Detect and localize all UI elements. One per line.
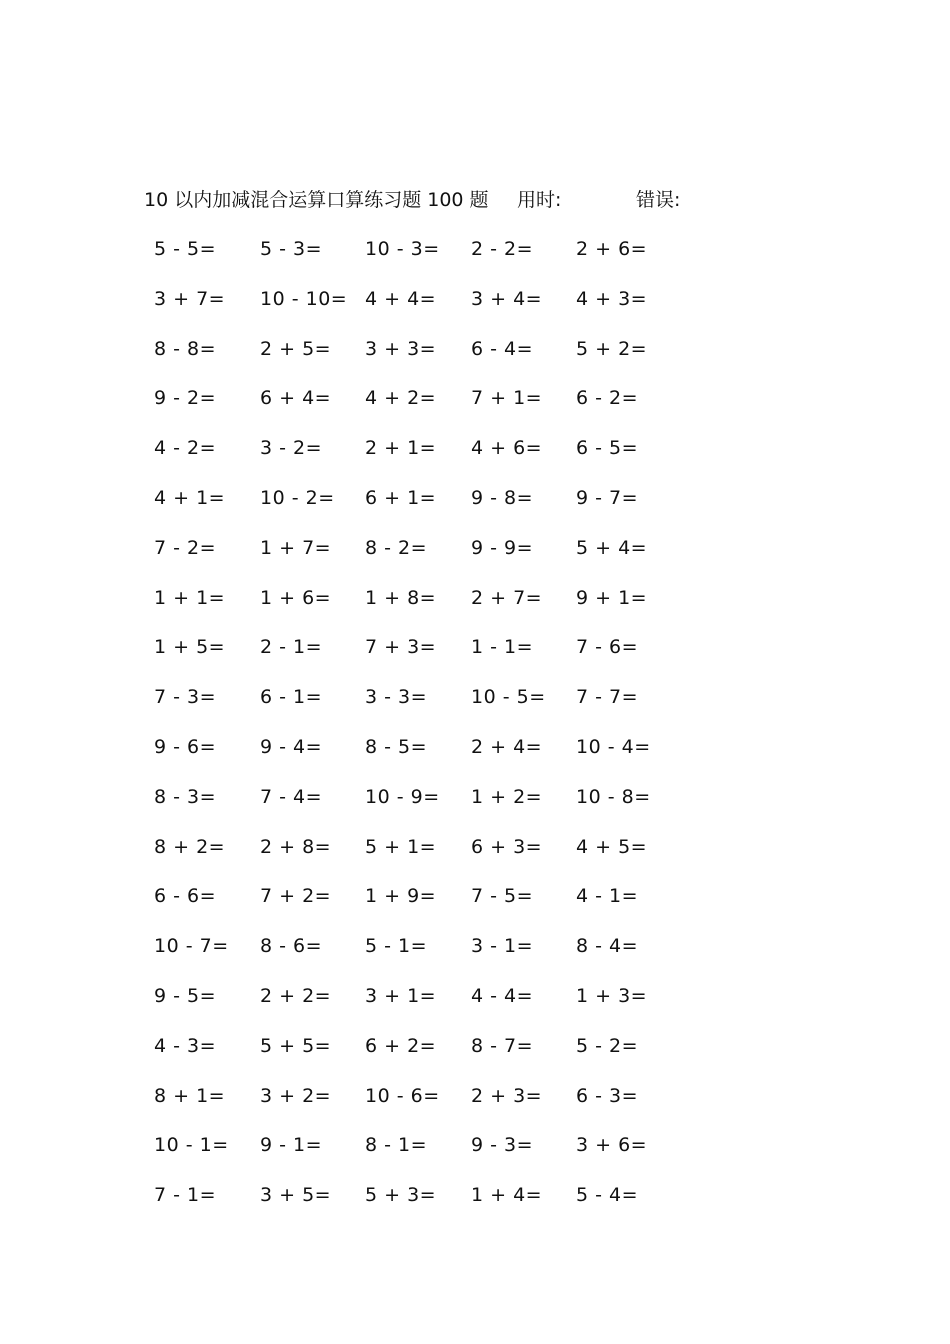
arithmetic-problem: 9 - 4= [260, 735, 323, 758]
arithmetic-problem: 10 - 10= [260, 287, 348, 310]
problem-row [144, 1031, 704, 1081]
arithmetic-problem: 3 - 1= [471, 935, 534, 958]
arithmetic-problem: 7 - 7= [576, 686, 639, 709]
arithmetic-problem: 10 - 8= [576, 785, 651, 808]
arithmetic-problem: 7 + 3= [365, 636, 437, 659]
arithmetic-problem: 9 - 3= [471, 1134, 534, 1157]
arithmetic-problem: 5 + 3= [365, 1184, 437, 1207]
problem-row [144, 881, 704, 931]
arithmetic-problem: 1 + 9= [365, 885, 437, 908]
arithmetic-problem: 2 + 4= [471, 735, 543, 758]
arithmetic-problem: 5 + 1= [365, 835, 437, 858]
arithmetic-problem: 7 - 4= [260, 785, 323, 808]
arithmetic-problem: 9 - 9= [471, 536, 534, 559]
arithmetic-problem: 7 - 5= [471, 885, 534, 908]
arithmetic-problem: 1 + 5= [154, 636, 226, 659]
arithmetic-problem: 2 + 1= [365, 437, 437, 460]
arithmetic-problem: 1 + 6= [260, 586, 332, 609]
problem-row [144, 583, 704, 633]
arithmetic-problem: 8 + 1= [154, 1084, 226, 1107]
arithmetic-problem: 10 - 2= [260, 486, 335, 509]
arithmetic-problem: 10 - 6= [365, 1084, 440, 1107]
arithmetic-problem: 3 - 2= [260, 437, 323, 460]
worksheet-title: 10 以内加减混合运算口算练习题 100 题 [144, 189, 489, 211]
arithmetic-problem: 10 - 3= [365, 238, 440, 260]
arithmetic-problem: 3 + 7= [154, 287, 226, 310]
arithmetic-problem: 8 - 8= [154, 337, 217, 360]
arithmetic-problem: 10 - 9= [365, 785, 440, 808]
arithmetic-problem: 1 + 8= [365, 586, 437, 609]
arithmetic-problem: 2 + 3= [471, 1084, 543, 1107]
arithmetic-problem: 1 + 2= [471, 785, 543, 808]
arithmetic-problem: 8 - 3= [154, 785, 217, 808]
arithmetic-problem: 4 + 3= [576, 287, 648, 310]
arithmetic-problem: 6 - 3= [576, 1084, 639, 1107]
arithmetic-problem: 8 - 4= [576, 935, 639, 958]
arithmetic-problem: 9 - 6= [154, 735, 217, 758]
arithmetic-problem: 9 - 8= [471, 486, 534, 509]
arithmetic-problem: 5 + 5= [260, 1034, 332, 1057]
arithmetic-problem: 5 - 3= [260, 238, 323, 260]
problem-row [144, 1130, 704, 1180]
problem-row [144, 383, 704, 433]
arithmetic-problem: 8 - 7= [471, 1034, 534, 1057]
arithmetic-problem: 1 + 3= [576, 984, 648, 1007]
arithmetic-problem: 4 + 1= [154, 486, 226, 509]
problem-row [144, 533, 704, 583]
arithmetic-problem: 4 - 1= [576, 885, 639, 908]
problem-grid [144, 234, 704, 1230]
problem-row [144, 782, 704, 832]
arithmetic-problem: 4 - 3= [154, 1034, 217, 1057]
arithmetic-problem: 10 - 4= [576, 735, 651, 758]
arithmetic-problem: 4 - 4= [471, 984, 534, 1007]
arithmetic-problem: 6 + 3= [471, 835, 543, 858]
problem-row [144, 682, 704, 732]
arithmetic-problem: 7 - 2= [154, 536, 217, 559]
arithmetic-problem: 5 + 2= [576, 337, 648, 360]
arithmetic-problem: 1 + 4= [471, 1184, 543, 1207]
arithmetic-problem: 4 + 2= [365, 387, 437, 410]
arithmetic-problem: 6 + 2= [365, 1034, 437, 1057]
arithmetic-problem: 8 - 5= [365, 735, 428, 758]
arithmetic-problem: 5 - 2= [576, 1034, 639, 1057]
problem-row [144, 832, 704, 882]
arithmetic-problem: 2 + 2= [260, 984, 332, 1007]
problem-row [144, 334, 704, 384]
arithmetic-problem: 5 - 1= [365, 935, 428, 958]
arithmetic-problem: 3 + 1= [365, 984, 437, 1007]
arithmetic-problem: 10 - 1= [154, 1134, 229, 1157]
arithmetic-problem: 6 - 4= [471, 337, 534, 360]
arithmetic-problem: 2 - 1= [260, 636, 323, 659]
arithmetic-problem: 9 - 2= [154, 387, 217, 410]
worksheet-header [144, 186, 744, 214]
arithmetic-problem: 3 + 5= [260, 1184, 332, 1207]
arithmetic-problem: 7 + 1= [471, 387, 543, 410]
arithmetic-problem: 9 - 5= [154, 984, 217, 1007]
problem-row [144, 433, 704, 483]
arithmetic-problem: 7 - 3= [154, 686, 217, 709]
arithmetic-problem: 8 + 2= [154, 835, 226, 858]
arithmetic-problem: 10 - 7= [154, 935, 229, 958]
arithmetic-problem: 3 + 3= [365, 337, 437, 360]
arithmetic-problem: 8 - 1= [365, 1134, 428, 1157]
problem-row [144, 732, 704, 782]
arithmetic-problem: 2 + 6= [576, 238, 648, 260]
problem-row [144, 931, 704, 981]
arithmetic-problem: 7 + 2= [260, 885, 332, 908]
problem-row [144, 483, 704, 533]
arithmetic-problem: 4 - 2= [154, 437, 217, 460]
arithmetic-problem: 2 + 5= [260, 337, 332, 360]
arithmetic-problem: 5 - 4= [576, 1184, 639, 1207]
arithmetic-problem: 4 + 6= [471, 437, 543, 460]
arithmetic-problem: 6 - 6= [154, 885, 217, 908]
arithmetic-problem: 2 + 8= [260, 835, 332, 858]
arithmetic-problem: 6 + 1= [365, 486, 437, 509]
arithmetic-problem: 6 + 4= [260, 387, 332, 410]
problem-row [144, 1081, 704, 1131]
arithmetic-problem: 10 - 5= [471, 686, 546, 709]
arithmetic-problem: 9 - 7= [576, 486, 639, 509]
arithmetic-problem: 4 + 4= [365, 287, 437, 310]
arithmetic-problem: 4 + 5= [576, 835, 648, 858]
arithmetic-problem: 6 - 2= [576, 387, 639, 410]
arithmetic-problem: 6 - 1= [260, 686, 323, 709]
arithmetic-problem: 9 + 1= [576, 586, 648, 609]
arithmetic-problem: 1 - 1= [471, 636, 534, 659]
arithmetic-problem: 1 + 7= [260, 536, 332, 559]
time-used-label: 用时: [517, 189, 562, 211]
arithmetic-problem: 8 - 2= [365, 536, 428, 559]
arithmetic-problem: 5 + 4= [576, 536, 648, 559]
arithmetic-problem: 3 + 6= [576, 1134, 648, 1157]
arithmetic-problem: 3 + 4= [471, 287, 543, 310]
arithmetic-problem: 6 - 5= [576, 437, 639, 460]
problem-row [144, 234, 704, 284]
arithmetic-problem: 1 + 1= [154, 586, 226, 609]
arithmetic-problem: 9 - 1= [260, 1134, 323, 1157]
arithmetic-problem: 2 - 2= [471, 238, 534, 260]
arithmetic-problem: 5 - 5= [154, 238, 217, 260]
arithmetic-problem: 3 + 2= [260, 1084, 332, 1107]
problem-row [144, 1180, 704, 1230]
arithmetic-problem: 3 - 3= [365, 686, 428, 709]
arithmetic-problem: 2 + 7= [471, 586, 543, 609]
arithmetic-problem: 7 - 1= [154, 1184, 217, 1207]
arithmetic-problem: 8 - 6= [260, 935, 323, 958]
problem-row [144, 632, 704, 682]
errors-label: 错误: [636, 189, 681, 211]
problem-row [144, 981, 704, 1031]
problem-row [144, 284, 704, 334]
arithmetic-problem: 7 - 6= [576, 636, 639, 659]
